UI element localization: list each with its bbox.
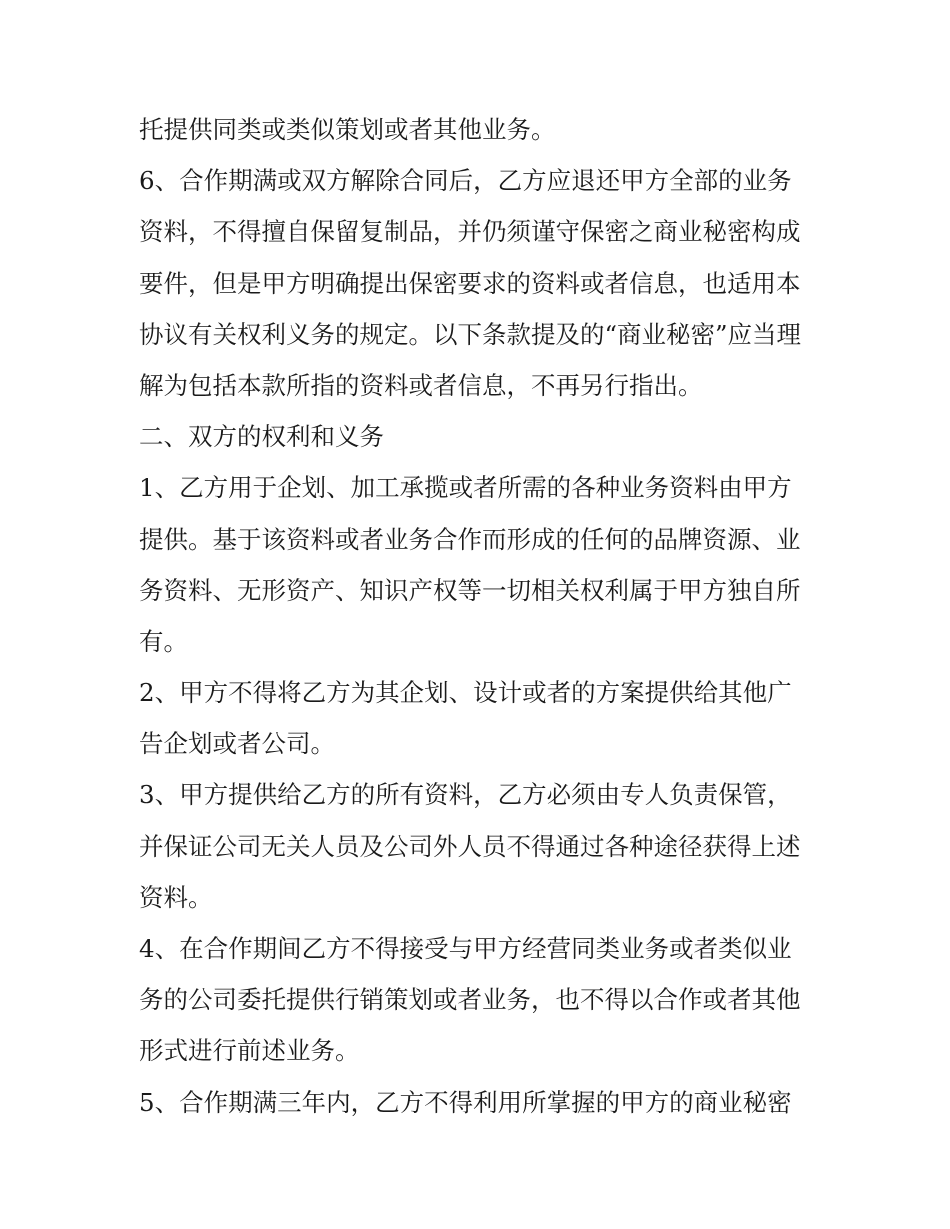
text-line: 5、合作期满三年内，乙方不得利用所掌握的甲方的商业秘密 bbox=[139, 1087, 792, 1117]
text-line: 6、合作期满或双方解除合同后，乙方应退还甲方全部的业务 bbox=[139, 166, 792, 196]
text-line: 并保证公司无关人员及公司外人员不得通过各种途径获得上述 bbox=[139, 831, 801, 861]
text-line: 协议有关权利义务的规定。以下条款提及的“商业秘密”应当理 bbox=[139, 319, 802, 349]
text-line: 告企划或者公司。 bbox=[139, 729, 335, 759]
text-line: 形式进行前述业务。 bbox=[139, 1036, 360, 1066]
text-line: 务资料、无形资产、知识产权等一切相关权利属于甲方独自所 bbox=[139, 575, 801, 605]
text-line: 2、甲方不得将乙方为其企划、设计或者的方案提供给其他广 bbox=[139, 678, 792, 708]
text-line: 提供。基于该资料或者业务合作而形成的任何的品牌资源、业 bbox=[139, 524, 801, 554]
text-line: 3、甲方提供给乙方的所有资料，乙方必须由专人负责保管， bbox=[139, 780, 792, 810]
text-line: 有。 bbox=[139, 626, 188, 656]
text-line: 托提供同类或类似策划或者其他业务。 bbox=[139, 115, 556, 144]
text-line: 资料。 bbox=[139, 882, 213, 912]
text-line: 要件，但是甲方明确提出保密要求的资料或者信息，也适用本 bbox=[139, 268, 801, 298]
section-heading: 二、双方的权利和义务 bbox=[139, 422, 384, 452]
document-body bbox=[139, 104, 819, 1128]
text-line: 1、乙方用于企划、加工承揽或者所需的各种业务资料由甲方 bbox=[139, 473, 792, 503]
text-line: 务的公司委托提供行销策划或者业务，也不得以合作或者其他 bbox=[139, 985, 801, 1015]
text-line: 4、在合作期间乙方不得接受与甲方经营同类业务或者类似业 bbox=[139, 934, 792, 963]
text-line: 资料，不得擅自保留复制品，并仍须谨守保密之商业秘密构成 bbox=[139, 217, 801, 247]
text-line: 解为包括本款所指的资料或者信息，不再另行指出。 bbox=[139, 370, 703, 400]
